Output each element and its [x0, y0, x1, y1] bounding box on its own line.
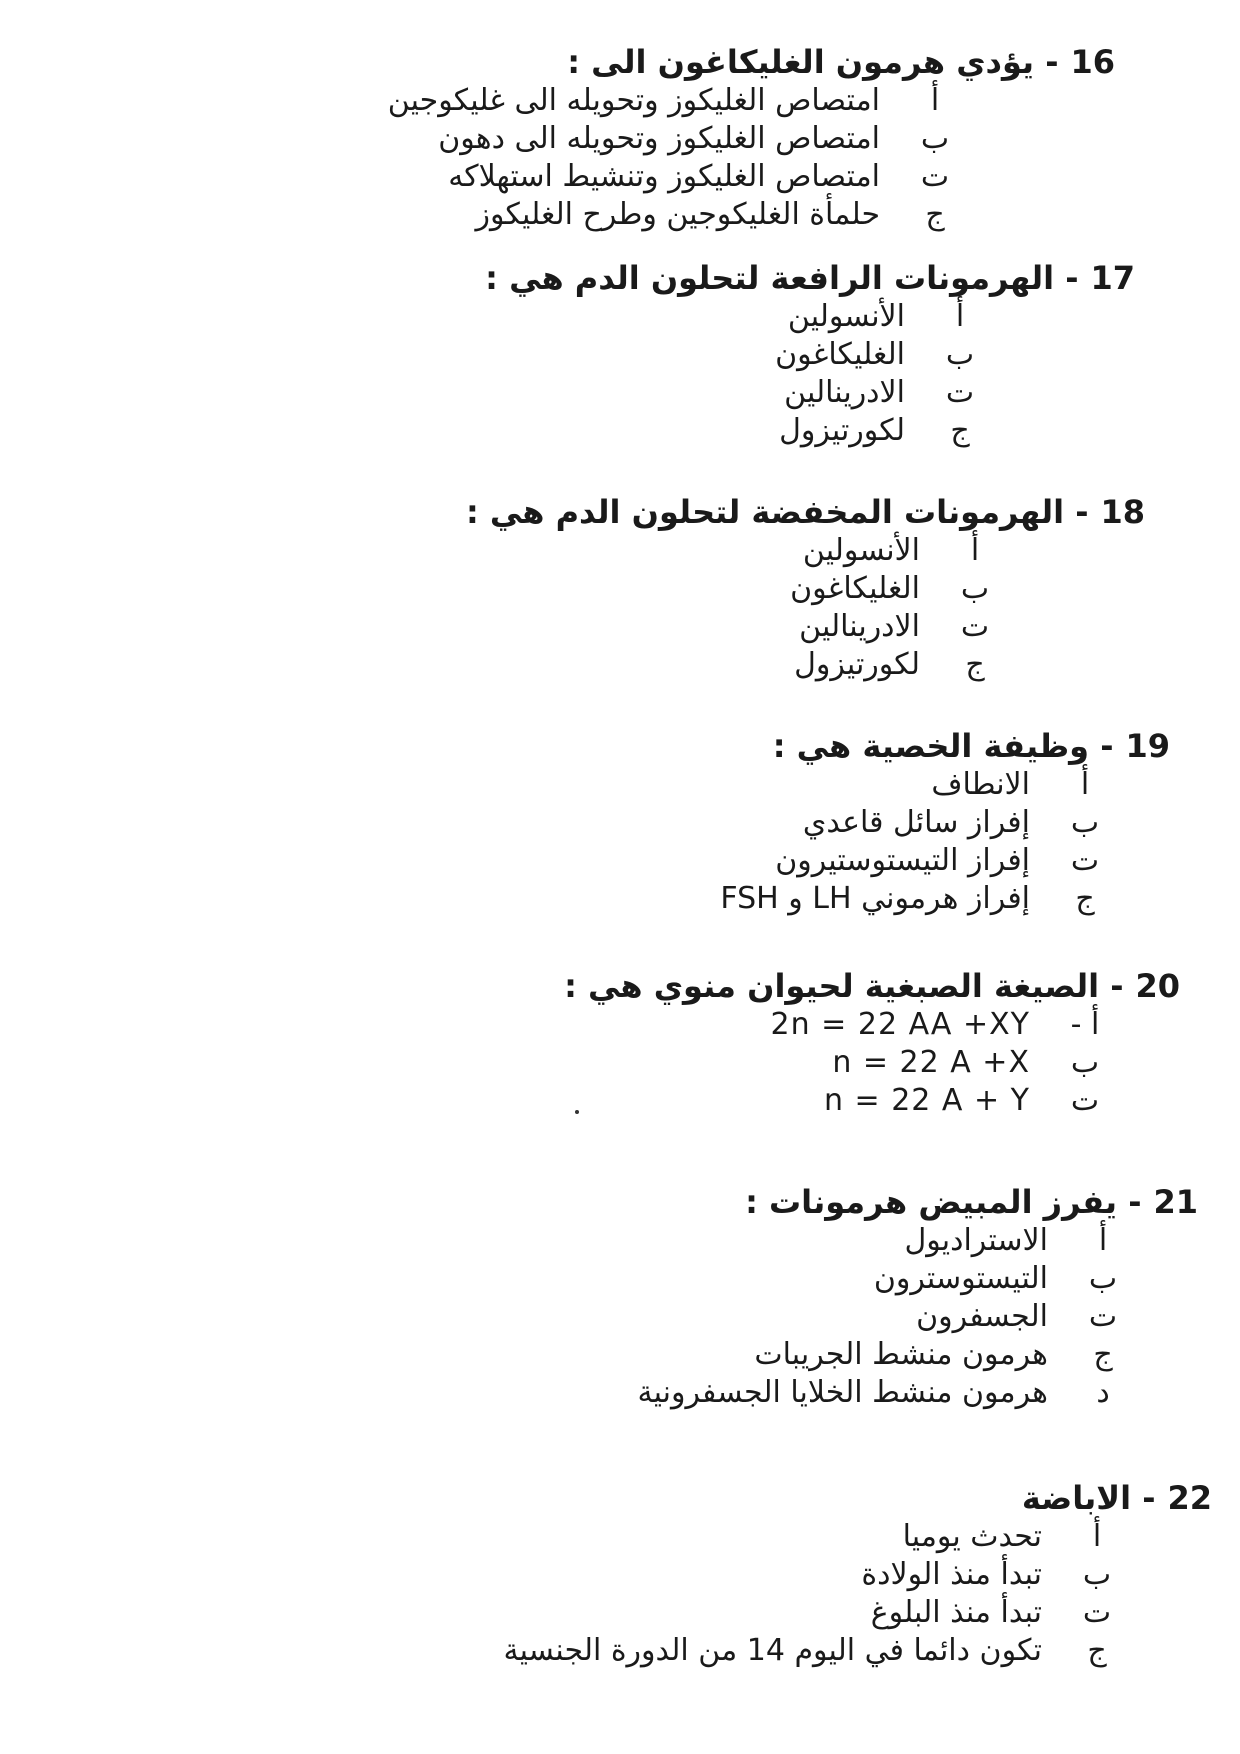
question-text: - يؤدي هرمون الغليكاغون الى : [567, 43, 1059, 81]
option-text: التيستوسترون [873, 1261, 1048, 1296]
option-text: الادرينالين [784, 375, 905, 410]
option-t [504, 1594, 1153, 1632]
option-t [466, 608, 1030, 646]
option-text: امتصاص الغليكوز وتحويله الى دهون [438, 121, 880, 156]
option-a [388, 82, 990, 120]
option-text: إفراز سائل قاعدي [802, 805, 1030, 840]
option-text: الجسفرون [916, 1299, 1048, 1334]
option-j [388, 196, 990, 234]
option-letter: ب [1070, 805, 1100, 840]
option-t [485, 374, 1015, 412]
stray-mark [575, 1110, 579, 1114]
option-letter: أ [1098, 1223, 1108, 1258]
question-title [485, 258, 1135, 298]
option-letter: ج [925, 197, 945, 232]
question-title [564, 966, 1180, 1006]
option-text: الادرينالين [799, 609, 920, 644]
option-letter: ج [1087, 1633, 1107, 1668]
option-a [504, 1518, 1153, 1556]
question-18 [466, 492, 1145, 684]
question-title [388, 42, 1115, 82]
option-letter: ب [920, 121, 950, 156]
option-b [388, 120, 990, 158]
option-letter: ت [1070, 843, 1100, 878]
option-letter: ج [950, 413, 970, 448]
option-letter: ت [1088, 1299, 1118, 1334]
option-a [564, 1006, 1140, 1044]
option-text: تبدأ منذ الولادة [861, 1557, 1042, 1592]
question-number: 21 [1153, 1183, 1198, 1221]
option-j [466, 646, 1030, 684]
options-list [720, 766, 1140, 918]
option-text: الغليكاغون [775, 337, 905, 372]
question-text: - يفرز المبيض هرمونات : [745, 1183, 1142, 1221]
option-j [720, 880, 1140, 918]
option-letter: أ [955, 299, 965, 334]
question-17 [485, 258, 1135, 450]
question-16 [388, 42, 1115, 234]
question-number: 16 [1070, 43, 1115, 81]
question-22 [504, 1478, 1213, 1670]
option-text: إفراز التيستوستيرون [775, 843, 1030, 878]
option-text: هرمون منشط الجريبات [754, 1337, 1048, 1372]
option-letter: أ [930, 83, 940, 118]
option-formula: n = 22 A + Y [824, 1083, 1030, 1118]
option-letter: ب [1082, 1557, 1112, 1592]
option-text: تكون دائما في اليوم 14 من الدورة الجنسية [503, 1633, 1042, 1668]
question-title [504, 1478, 1213, 1518]
question-text: - الاباضة [1021, 1479, 1156, 1517]
option-a [638, 1222, 1158, 1260]
question-text: - وظيفة الخصية هي : [772, 727, 1114, 765]
option-letter: ت [945, 375, 975, 410]
question-number: 18 [1100, 493, 1145, 531]
option-b [466, 570, 1030, 608]
option-letter: ب [1088, 1261, 1118, 1296]
options-list [504, 1518, 1153, 1670]
question-20 [564, 966, 1180, 1120]
option-a [466, 532, 1030, 570]
option-text: تحدث يوميا [902, 1519, 1042, 1554]
option-text: الانطاف [931, 767, 1030, 802]
option-letter: أ [970, 533, 980, 568]
option-formula: 2n = 22 AA +XY [770, 1007, 1030, 1042]
option-text: الغليكاغون [790, 571, 920, 606]
option-letter: ب [945, 337, 975, 372]
question-number: 20 [1135, 967, 1180, 1005]
option-text: إفراز هرموني LH و FSH [720, 881, 1030, 916]
question-text: - الصيغة الصبغية لحيوان منوي هي : [564, 967, 1124, 1005]
option-text: الاستراديول [904, 1223, 1048, 1258]
option-text: تبدأ منذ البلوغ [870, 1595, 1042, 1630]
option-letter: ج [1093, 1337, 1113, 1372]
option-letter: ت [920, 159, 950, 194]
option-text: حلمأة الغليكوجين وطرح الغليكوز [475, 197, 880, 232]
option-letter: ت [960, 609, 990, 644]
question-number: 17 [1090, 259, 1135, 297]
option-letter: ب [960, 571, 990, 606]
option-b [638, 1260, 1158, 1298]
option-letter: أ [1080, 767, 1090, 802]
option-formula: n = 22 A +X [832, 1045, 1030, 1080]
question-title [638, 1182, 1198, 1222]
option-b [720, 804, 1140, 842]
option-letter: أ [1092, 1519, 1102, 1554]
option-text: لكورتيزول [794, 647, 920, 682]
option-letter: ب [1070, 1045, 1100, 1080]
option-letter: أ - [1070, 1007, 1100, 1042]
option-t [638, 1298, 1158, 1336]
option-b [504, 1556, 1153, 1594]
option-d [638, 1374, 1158, 1412]
option-letter: ج [965, 647, 985, 682]
option-letter: ج [1075, 881, 1095, 916]
options-list [638, 1222, 1158, 1412]
question-title [466, 492, 1145, 532]
options-list [388, 82, 990, 234]
option-letter: د [1096, 1375, 1110, 1410]
options-list [564, 1006, 1140, 1120]
option-j [638, 1336, 1158, 1374]
question-19 [720, 726, 1170, 918]
option-text: الأنسولين [802, 533, 920, 568]
options-list [485, 298, 1015, 450]
option-j [485, 412, 1015, 450]
question-21 [638, 1182, 1198, 1412]
option-a [485, 298, 1015, 336]
question-number: 19 [1125, 727, 1170, 765]
option-j [504, 1632, 1153, 1670]
option-b [485, 336, 1015, 374]
option-b [564, 1044, 1140, 1082]
option-text: هرمون منشط الخلايا الجسفرونية [637, 1375, 1048, 1410]
question-text: - الهرمونات المخفضة لتحلون الدم هي : [465, 493, 1089, 531]
question-text: - الهرمونات الرافعة لتحلون الدم هي : [485, 259, 1079, 297]
question-number: 22 [1167, 1479, 1212, 1517]
option-a [720, 766, 1140, 804]
option-t [564, 1082, 1140, 1120]
options-list [466, 532, 1030, 684]
option-letter: ت [1070, 1083, 1100, 1118]
option-text: امتصاص الغليكوز وتنشيط استهلاكه [448, 159, 880, 194]
question-title [720, 726, 1170, 766]
option-text: الأنسولين [787, 299, 905, 334]
option-text: امتصاص الغليكوز وتحويله الى غليكوجين [387, 83, 880, 118]
option-letter: ت [1082, 1595, 1112, 1630]
option-t [388, 158, 990, 196]
option-text: لكورتيزول [779, 413, 905, 448]
option-t [720, 842, 1140, 880]
